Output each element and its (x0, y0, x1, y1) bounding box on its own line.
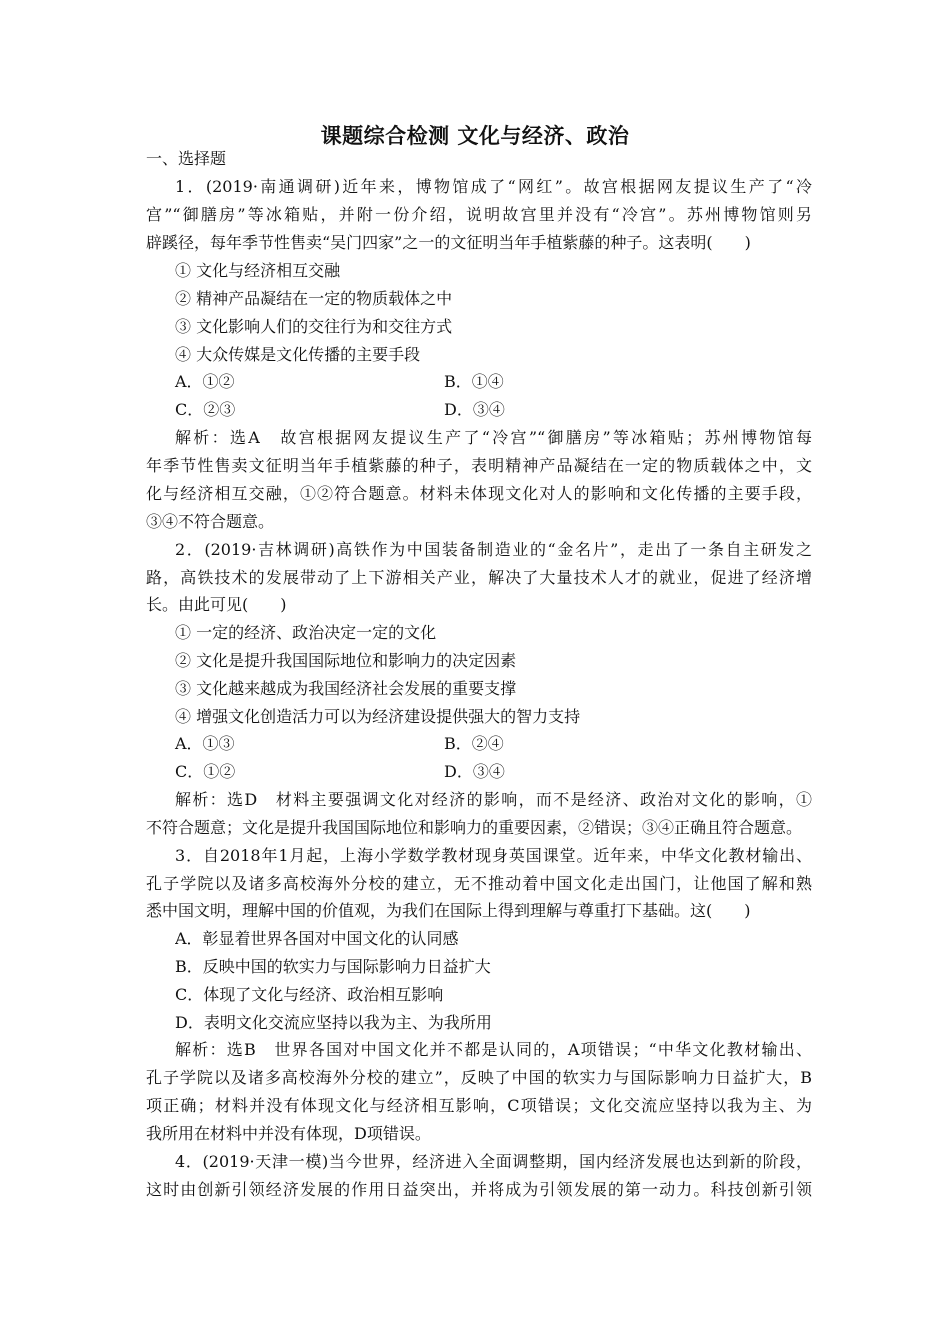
q2-item: ④ 增强文化创造活力可以为经济建设提供强大的智力支持 (175, 707, 581, 726)
q1-stem-line: 1．(2019·南通调研)近年来，博物馆成了“网红”。故宫根据网友提议生产了“冷 (175, 177, 812, 196)
q2-item: ③ 文化越来越成为我国经济社会发展的重要支撑 (175, 679, 517, 698)
q2-option-b: B．②④ (444, 734, 504, 753)
q1-item: ③ 文化影响人们的交往行为和交往方式 (175, 317, 453, 336)
q1-stem-line: 辟蹊径，每年季节性售卖“吴门四家”之一的文征明当年手植紫藤的种子。这表明( ) (146, 233, 751, 252)
q2-stem-line: 2．(2019·吉林调研)高铁作为中国装备制造业的“金名片”，走出了一条自主研发之 (175, 540, 812, 559)
q3-option-c: C．体现了文化与经济、政治相互影响 (175, 985, 444, 1004)
q3-analysis-line: 解析：选B 世界各国对中国文化并不都是认同的，A项错误；“中华文化教材输出、 (175, 1040, 812, 1059)
q1-option-a: A．①② (175, 372, 235, 391)
q3-analysis-line: 我所用在材料中并没有体现，D项错误。 (146, 1124, 431, 1143)
q3-analysis-line: 项正确；材料并没有体现文化与经济相互影响，C项错误；文化交流应坚持以我为主、为 (146, 1096, 812, 1115)
q1-analysis-line: 化与经济相互交融，①②符合题意。材料未体现文化对人的影响和文化传播的主要手段， (146, 484, 812, 503)
q2-stem-line: 长。由此可见( ) (146, 595, 287, 614)
q1-option-c: C．②③ (175, 400, 236, 419)
q2-analysis-line: 不符合题意；文化是提升我国国际地位和影响力的重要因素，②错误；③④正确且符合题意。 (146, 818, 803, 837)
q3-option-d: D．表明文化交流应坚持以我为主、为我所用 (175, 1013, 492, 1032)
q4-stem-line: 这时由创新引领经济发展的作用日益突出，并将成为引领发展的第一动力。科技创新引领 (146, 1180, 812, 1199)
q1-option-d: D．③④ (444, 400, 505, 419)
q1-item: ② 精神产品凝结在一定的物质载体之中 (175, 289, 453, 308)
q2-stem-line: 路，高铁技术的发展带动了上下游相关产业，解决了大量技术人才的就业，促进了经济增 (146, 568, 812, 587)
q1-analysis-line: 年季节性售卖文征明当年手植紫藤的种子，表明精神产品凝结在一定的物质载体之中，文 (146, 456, 812, 475)
q3-stem-line: 孔子学院以及诸多高校海外分校的建立，无不推动着中国文化走出国门，让他国了解和熟 (146, 874, 812, 893)
q3-analysis-line: 孔子学院以及诸多高校海外分校的建立”，反映了中国的软实力与国际影响力日益扩大，B (146, 1068, 812, 1087)
q2-item: ② 文化是提升我国国际地位和影响力的决定因素 (175, 651, 517, 670)
q3-stem-line: 3．自2018年1月起，上海小学数学教材现身英国课堂。近年来，中华文化教材输出、 (175, 846, 812, 865)
q4-stem-line: 4．(2019·天津一模)当今世界，经济进入全面调整期，国内经济发展也达到新的阶段， (175, 1152, 812, 1171)
section-heading: 一、选择题 (146, 149, 227, 168)
q1-item: ① 文化与经济相互交融 (175, 261, 341, 280)
q1-item: ④ 大众传媒是文化传播的主要手段 (175, 345, 421, 364)
q2-option-c: C．①② (175, 762, 236, 781)
q1-analysis-line: ③④不符合题意。 (146, 512, 275, 531)
q2-analysis-line: 解析：选D 材料主要强调文化对经济的影响，而不是经济、政治对文化的影响，① (175, 790, 812, 809)
q1-stem-line: 宫”“御膳房”等冰箱贴，并附一份介绍，说明故宫里并没有“冷宫”。苏州博物馆则另 (146, 205, 812, 224)
q2-option-d: D．③④ (444, 762, 505, 781)
q1-analysis-line: 解析：选A 故宫根据网友提议生产了“冷宫”“御膳房”等冰箱贴；苏州博物馆每 (175, 428, 812, 447)
q3-option-b: B．反映中国的软实力与国际影响力日益扩大 (175, 957, 491, 976)
q2-item: ① 一定的经济、政治决定一定的文化 (175, 623, 437, 642)
q2-option-a: A．①③ (175, 734, 235, 753)
q3-stem-line: 悉中国文明，理解中国的价值观，为我们在国际上得到理解与尊重打下基础。这( ) (146, 901, 751, 920)
q1-option-b: B．①④ (444, 372, 504, 391)
page-title: 课题综合检测 文化与经济、政治 (320, 123, 630, 148)
q3-option-a: A．彰显着世界各国对中国文化的认同感 (175, 929, 459, 948)
